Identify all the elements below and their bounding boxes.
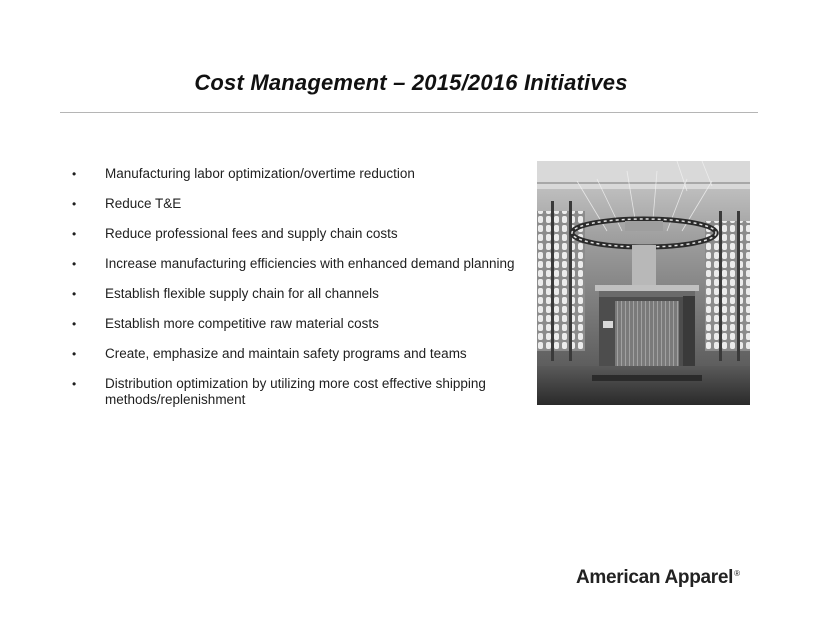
list-item xyxy=(72,286,522,302)
list-item xyxy=(72,196,522,212)
american-apparel-logo xyxy=(576,567,740,589)
bullet-text: Manufacturing labor optimization/overtime reduction xyxy=(105,166,415,181)
bullet-text: Distribution optimization by utilizing more cost effective shipping methods/replenishment xyxy=(105,376,486,407)
list-item xyxy=(72,316,522,332)
knitting-machine-image xyxy=(537,161,750,405)
list-item xyxy=(72,226,522,242)
knitting-machine-photo xyxy=(537,161,750,405)
list-item xyxy=(72,376,522,408)
list-item xyxy=(72,166,522,182)
bullet-text: Establish more competitive raw material costs xyxy=(105,316,379,331)
title-divider xyxy=(60,112,758,113)
registered-mark: ® xyxy=(734,569,740,578)
bullet-icon: • xyxy=(72,377,77,391)
slide-title: Cost Management – 2015/2016 Initiatives xyxy=(194,70,628,95)
bullet-icon: • xyxy=(72,317,77,331)
bullet-icon: • xyxy=(72,227,77,241)
bullet-text: Establish flexible supply chain for all channels xyxy=(105,286,379,301)
bullet-icon: • xyxy=(72,197,77,211)
list-item xyxy=(72,346,522,362)
bullet-icon: • xyxy=(72,257,77,271)
bullet-icon: • xyxy=(72,287,77,301)
initiatives-list xyxy=(72,166,522,422)
bullet-icon: • xyxy=(72,347,77,361)
bullet-text: Create, emphasize and maintain safety programs and teams xyxy=(105,346,467,361)
bullet-text: Reduce professional fees and supply chain costs xyxy=(105,226,398,241)
bullet-text: Increase manufacturing efficiencies with enhanced demand planning xyxy=(105,256,515,271)
list-item xyxy=(72,256,522,272)
bullet-icon: • xyxy=(72,167,77,181)
brand-name: American Apparel xyxy=(576,567,734,588)
bullet-text: Reduce T&E xyxy=(105,196,182,211)
